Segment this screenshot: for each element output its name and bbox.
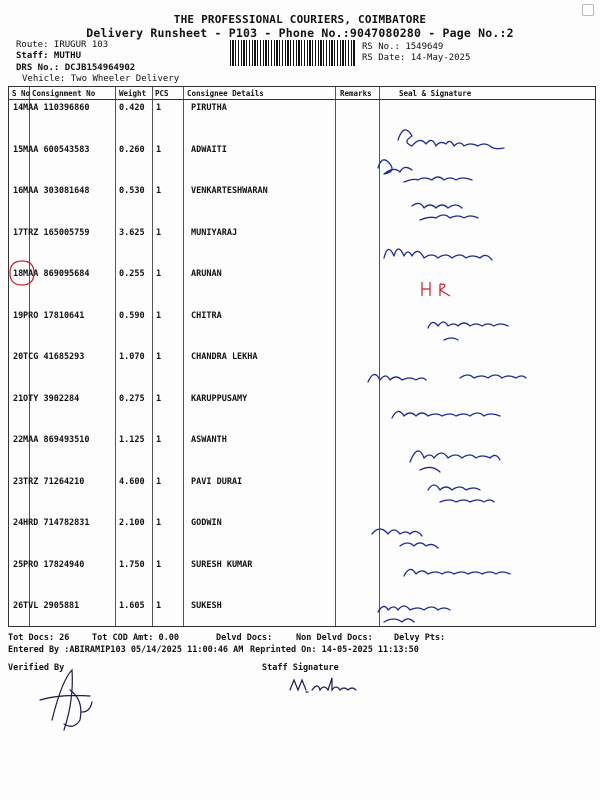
table-row <box>9 311 597 353</box>
row-sno: 16 <box>13 186 24 196</box>
row-consignee: PIRUTHA <box>191 103 227 113</box>
row-sno: 14 <box>13 103 24 113</box>
row-sno: 15 <box>13 144 24 155</box>
row-weight: 1.750 <box>119 559 145 570</box>
row-weight: 1.605 <box>119 601 145 611</box>
row-sno: 17 <box>13 227 24 238</box>
row-pcs: 1 <box>156 310 162 321</box>
delivered-docs: Delvd Docs: <box>216 633 273 643</box>
corner-mark-icon <box>582 4 594 16</box>
total-docs: Tot Docs: 26 <box>8 633 70 643</box>
runsheet-table <box>8 86 596 627</box>
drs-number: DRS No.: DCJB154964902 <box>16 63 136 73</box>
table-row <box>9 518 597 560</box>
row-pcs: 1 <box>156 435 162 445</box>
runsheet-subtitle: Delivery Runsheet - P103 - Phone No.:9047080280 - Page No.:2 <box>86 26 514 40</box>
total-cod-amount: Tot COD Amt: 0.00 <box>92 633 179 643</box>
row-weight: 3.625 <box>119 227 145 238</box>
row-weight: 0.530 <box>119 186 145 196</box>
col-seal-signature: Seal & Signature <box>399 89 472 98</box>
table-row <box>9 560 597 602</box>
row-pcs: 1 <box>156 559 162 570</box>
row-consignee: CHITRA <box>191 310 222 321</box>
row-consignment-no: MAA 303081648 <box>23 186 90 196</box>
row-consignee: ASWANTH <box>191 435 227 445</box>
table-row <box>9 435 597 477</box>
delivery-points: Delvy Pts: <box>394 633 446 643</box>
row-weight: 0.275 <box>119 393 145 404</box>
row-pcs: 1 <box>156 144 162 155</box>
reprinted-on: Reprinted On: 14-05-2025 11:13:50 <box>250 645 419 655</box>
row-pcs: 1 <box>156 352 162 362</box>
row-consignment-no: PRO 17824940 <box>23 559 85 570</box>
row-sno: 22 <box>13 435 24 445</box>
row-weight: 0.590 <box>119 310 145 321</box>
staff-label: Staff: MUTHU <box>16 51 82 61</box>
col-remarks: Remarks <box>340 89 372 98</box>
row-pcs: 1 <box>156 393 162 404</box>
company-title: THE PROFESSIONAL COURIERS, COIMBATORE <box>173 13 427 26</box>
table-row <box>9 186 597 228</box>
row-consignment-no: TCG 41685293 <box>23 352 85 362</box>
staff-signature-label: Staff Signature <box>262 663 339 673</box>
row-consignee: ARUNAN <box>191 269 222 279</box>
col-sno: S No <box>12 89 31 98</box>
row-consignment-no: PRO 17810641 <box>23 310 85 321</box>
non-delivered-docs: Non Delvd Docs: <box>296 633 373 643</box>
row-sno: 23 <box>13 476 24 487</box>
row-consignee: MUNIYARAJ <box>191 227 238 238</box>
row-consignee: SURESH KUMAR <box>191 559 253 570</box>
row-consignee: GODWIN <box>191 518 222 528</box>
col-weight: Weight <box>119 89 147 98</box>
table-row <box>9 352 597 394</box>
table-row <box>9 269 597 311</box>
row-consignee: PAVI DURAI <box>191 476 243 487</box>
row-pcs: 1 <box>156 186 162 196</box>
row-consignment-no: HRD 714782831 <box>23 518 90 528</box>
row-weight: 0.255 <box>119 269 145 279</box>
row-consignment-no: MAA 600543583 <box>23 144 90 155</box>
row-consignee: VENKARTESHWARAN <box>191 186 268 196</box>
row-sno: 24 <box>13 518 24 528</box>
row-consignment-no: MAA 869095684 <box>23 269 90 279</box>
barcode-icon <box>230 40 355 66</box>
rs-number: RS No.: 1549649 <box>362 42 444 52</box>
row-consignee: SUKESH <box>191 601 222 611</box>
row-consignee: KARUPPUSAMY <box>191 393 248 404</box>
row-sno: 20 <box>13 352 24 362</box>
col-consignment: Consignment No <box>32 89 96 98</box>
row-consignment-no: MAA 110396860 <box>23 103 90 113</box>
row-pcs: 1 <box>156 518 162 528</box>
route-label: Route: IRUGUR 103 <box>16 40 109 50</box>
row-pcs: 1 <box>156 601 162 611</box>
row-weight: 0.420 <box>119 103 145 113</box>
rs-date: RS Date: 14-May-2025 <box>362 53 471 63</box>
vehicle-label: Vehicle: Two Wheeler Delivery <box>22 74 180 84</box>
row-consignment-no: TVL 2905881 <box>23 601 80 611</box>
row-consignment-no: TRZ 71264210 <box>23 476 85 487</box>
row-pcs: 1 <box>156 227 162 238</box>
row-consignment-no: MAA 869493510 <box>23 435 90 445</box>
row-sno: 26 <box>13 601 24 611</box>
row-pcs: 1 <box>156 269 162 279</box>
row-consignee: ADWAITI <box>191 144 227 155</box>
row-consignment-no: TRZ 165005759 <box>23 227 90 238</box>
col-consignee: Consignee Details <box>187 89 264 98</box>
row-weight: 2.100 <box>119 518 145 528</box>
row-sno: 18 <box>13 269 24 279</box>
row-sno: 25 <box>13 559 24 570</box>
table-row <box>9 477 597 519</box>
table-row <box>9 103 597 145</box>
row-consignee: CHANDRA LEKHA <box>191 352 258 362</box>
table-row <box>9 145 597 187</box>
col-pcs: PCS <box>155 89 169 98</box>
verified-by-label: Verified By <box>8 663 65 673</box>
row-pcs: 1 <box>156 103 162 113</box>
row-pcs: 1 <box>156 476 162 487</box>
row-weight: 4.600 <box>119 476 145 487</box>
row-sno: 21 <box>13 393 24 404</box>
table-row <box>9 394 597 436</box>
row-consignment-no: OTY 3902284 <box>23 393 80 404</box>
row-weight: 1.125 <box>119 435 145 445</box>
row-weight: 1.070 <box>119 352 145 362</box>
entered-by: Entered By :ABIRAMIP103 05/14/2025 11:00:46 AM <box>8 645 244 655</box>
row-sno: 19 <box>13 310 24 321</box>
row-weight: 0.260 <box>119 144 145 155</box>
